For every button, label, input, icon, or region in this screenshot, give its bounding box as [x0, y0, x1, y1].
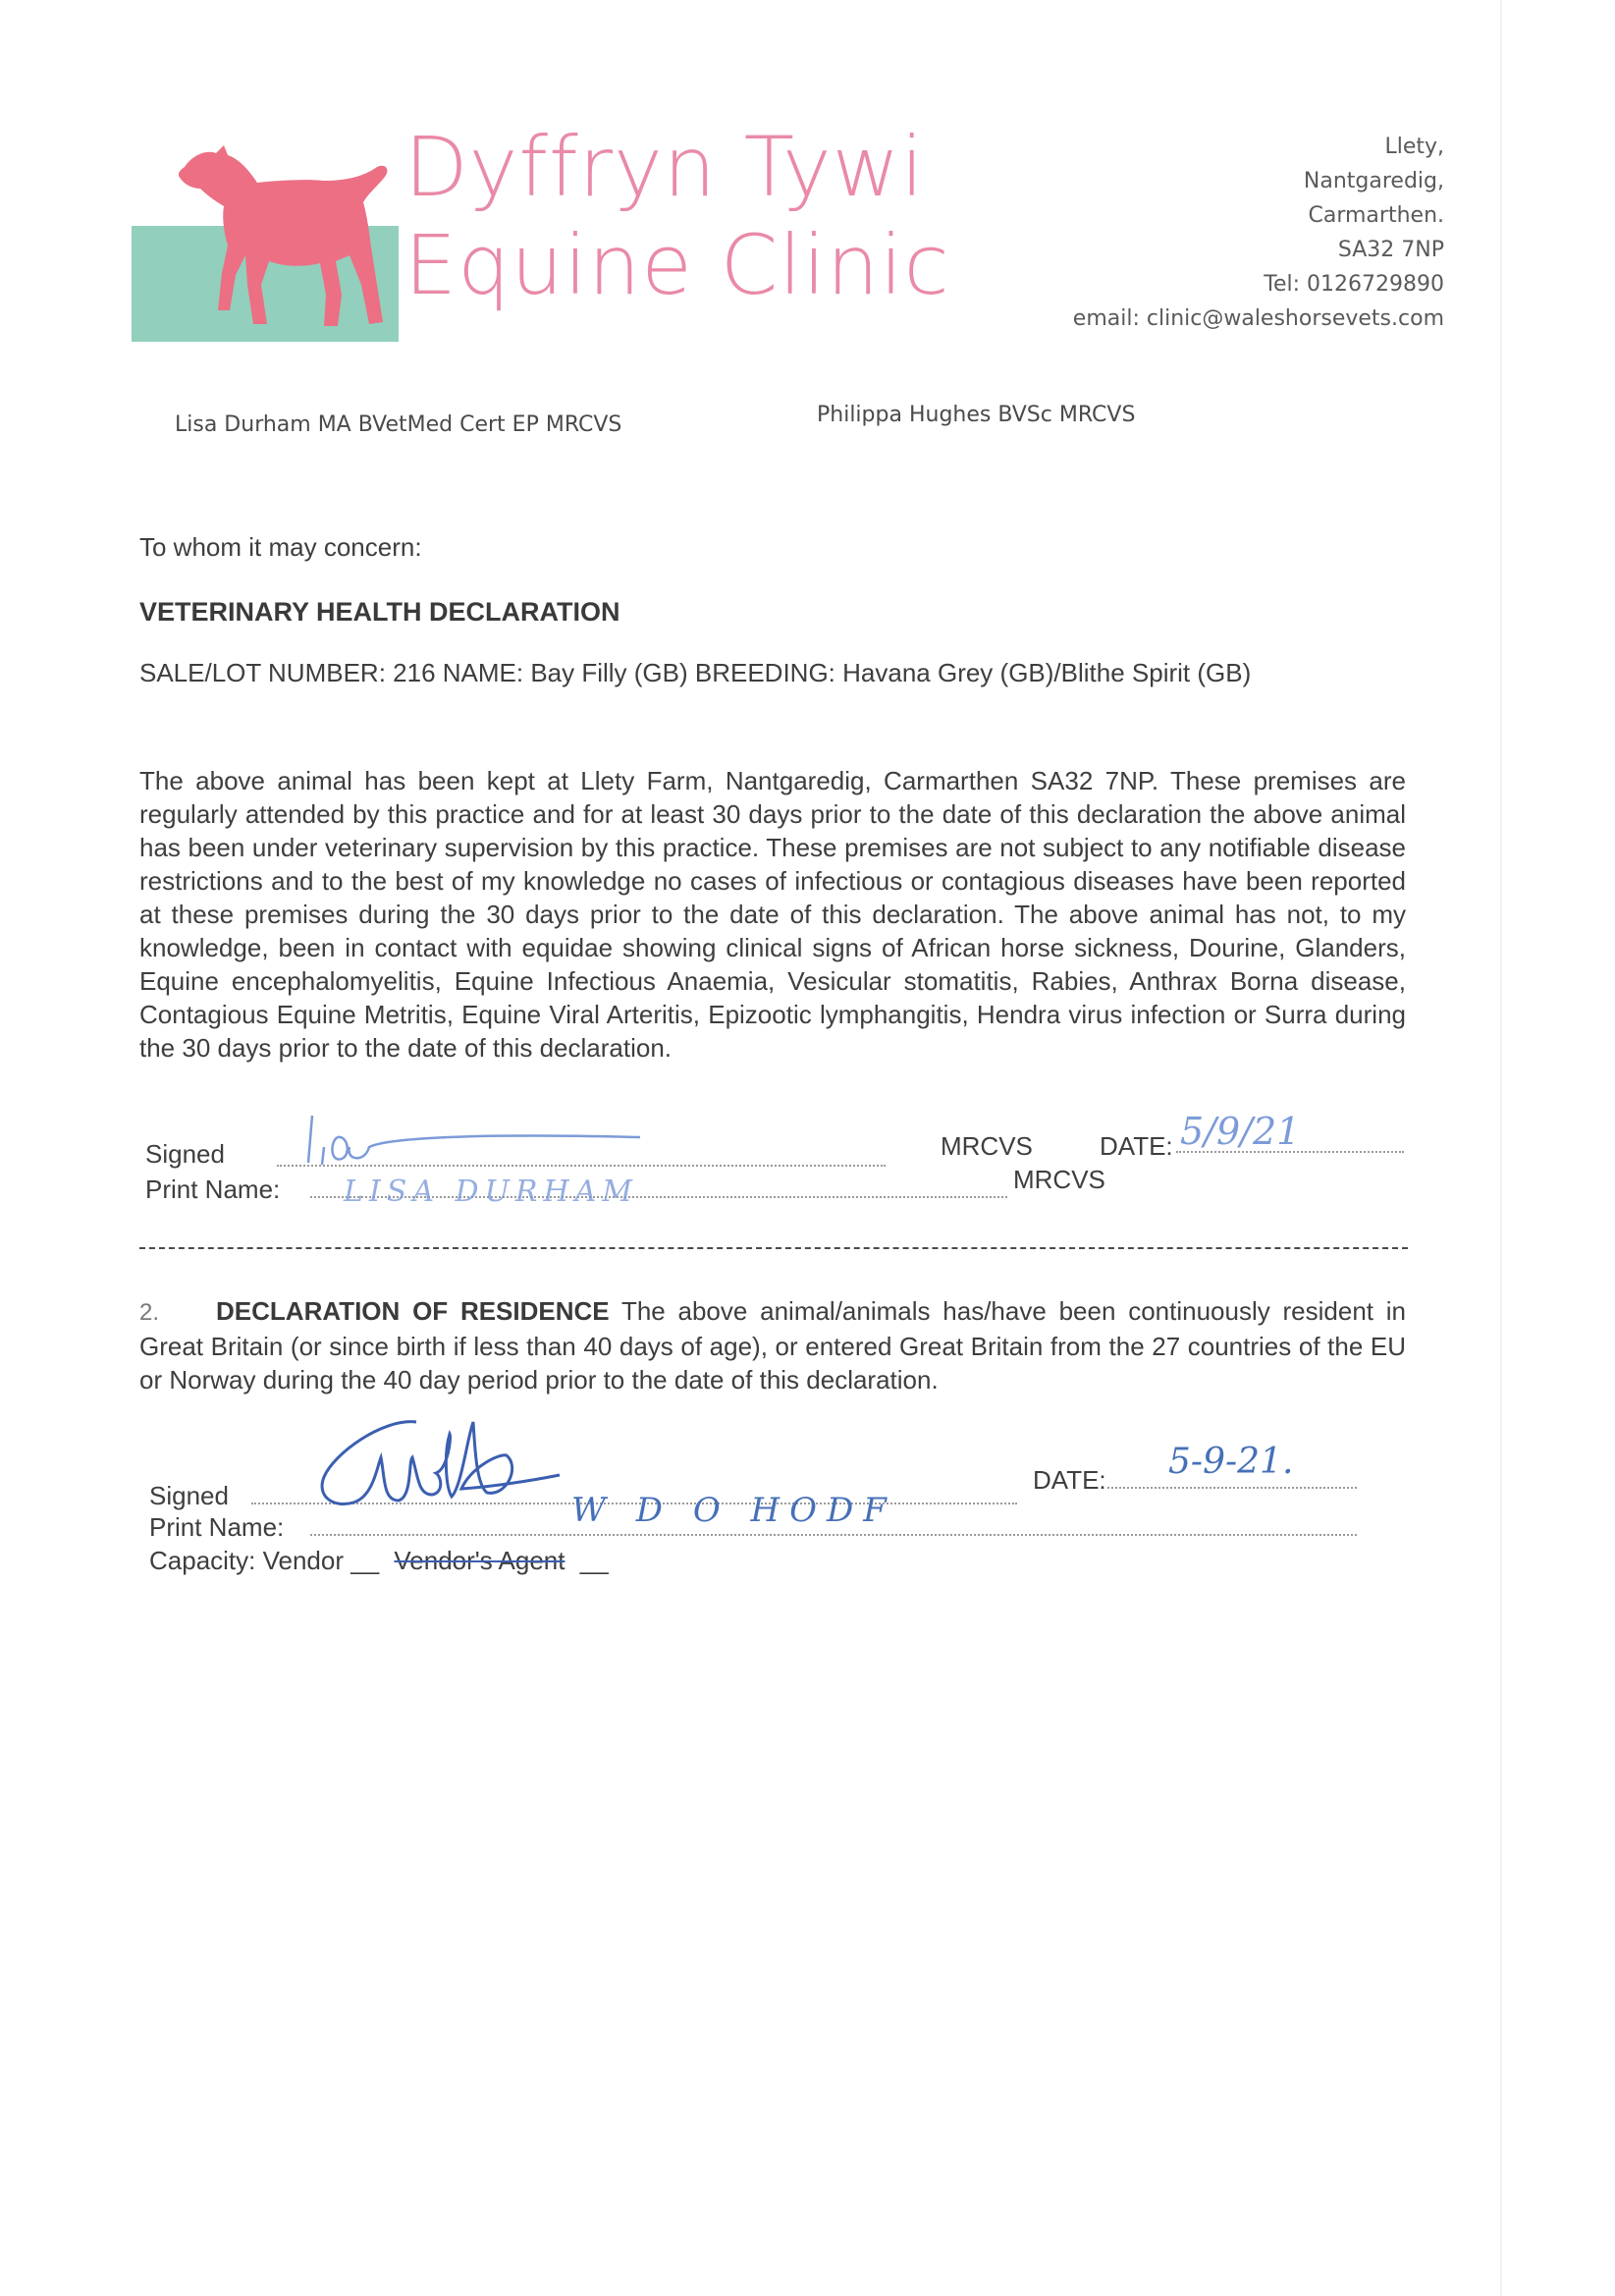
residence-print-name-handwritten: W D O HODF [571, 1491, 896, 1530]
address-line: Nantgaredig, [1303, 169, 1444, 193]
logo-wordmark [404, 118, 950, 314]
date-label: DATE: [1100, 1131, 1173, 1161]
vendor-signature [314, 1398, 569, 1524]
address-line: SA32 7NP [1337, 238, 1444, 262]
vet-name-left: Lisa Durham MA BVetMed Cert EP MRCVS [175, 412, 622, 437]
residence-text: The above animal/animals has/have been continuously resident in Great Britain (or since birth if less than 40 days of age), or entered Great Britain from the 27 countries of the EU or Norway during the 40 day period prior to the date of this declaration. [139, 1296, 1407, 1394]
capacity-vendor: Capacity: Vendor __ [149, 1546, 380, 1575]
capacity-end: __ [579, 1546, 609, 1575]
print-name-handwritten: LISA DURHAM [344, 1175, 638, 1209]
print-name-label: Print Name: [145, 1175, 281, 1204]
vet-signature [295, 1108, 648, 1176]
vet-name-right: Philippa Hughes BVSc MRCVS [817, 403, 1136, 427]
declaration-heading: VETERINARY HEALTH DECLARATION [139, 597, 620, 627]
lot-line: SALE/LOT NUMBER: 216 NAME: Bay Filly (GB) BREEDING: Havana Grey (GB)/Blithe Spirit (GB) [139, 658, 1252, 687]
residence-date-label: DATE: [1033, 1465, 1106, 1495]
capacity-label [149, 1546, 609, 1576]
date-handwritten: 5/9/21 [1180, 1110, 1301, 1153]
logo-line-1: Dyffryn Tywi [404, 119, 925, 215]
residence-heading: DECLARATION OF RESIDENCE [216, 1296, 610, 1326]
residence-print-name-line [310, 1534, 1357, 1536]
logo-line-2: Equine Clinic [404, 217, 950, 313]
residence-signed-label: Signed [149, 1481, 229, 1510]
section-divider [139, 1247, 1408, 1249]
print-mrcvs-label: MRCVS [1013, 1165, 1105, 1194]
address-line: Llety, [1384, 135, 1444, 159]
section-number: 2. [139, 1299, 160, 1326]
residence-paragraph [139, 1294, 1406, 1396]
residence-date-line [1107, 1487, 1357, 1489]
signed-label: Signed [145, 1139, 225, 1169]
capacity-agent: Vendor's Agent [394, 1546, 565, 1575]
residence-print-name-label: Print Name: [149, 1512, 285, 1542]
clinic-logo [132, 118, 950, 354]
horse-icon [167, 137, 393, 334]
residence-date-handwritten: 5-9-21. [1168, 1442, 1294, 1482]
address-phone: Tel: 0126729890 [1264, 272, 1444, 297]
declaration-paragraph: The above animal has been kept at Llety Farm, Nantgaredig, Carmarthen SA32 7NP. These premises are regularly attended by this practice and for at least 30 days prior to the date of this declaration the above animal has been under veterinary supervision by this practice. These premises are not subject to any notifiable disease restrictions and to the best of my knowledge no cases of infectious or contagious diseases have been reported at these premises during the 30 days prior to the date of this declaration. The above animal has not, to my knowledge, been in contact with equidae showing clinical signs of African horse sickness, Dourine, Glanders, Equine encephalomyelitis, Equine Infectious Anaemia, Vesicular stomatitis, Rabies, Anthrax Borna disease, Contagious Equine Metritis, Equine Viral Arteritis, Epizootic lymphangitis, Hendra virus infection or Surra during the 30 days prior to the date of this declaration. [139, 766, 1406, 1063]
salutation: To whom it may concern: [139, 532, 422, 562]
address-line: Carmarthen. [1308, 203, 1444, 228]
mrcvs-label: MRCVS [941, 1131, 1033, 1161]
page-edge [1500, 0, 1502, 2296]
address-email: email: clinic@waleshorsevets.com [1072, 306, 1444, 331]
clinic-address [1073, 130, 1444, 336]
